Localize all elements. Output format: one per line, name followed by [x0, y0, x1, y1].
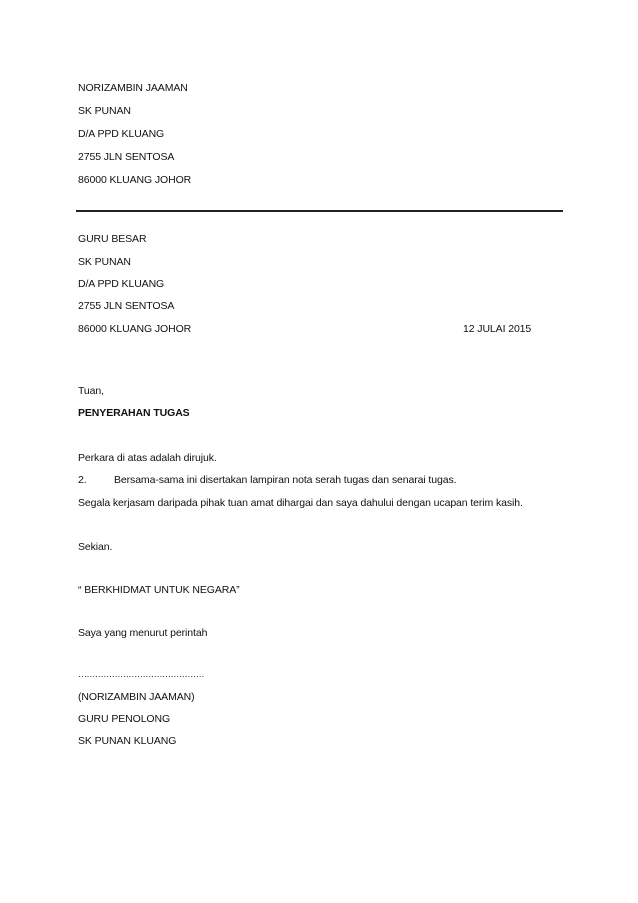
- motto-text: “ BERKHIDMAT UNTUK NEGARA”: [78, 584, 240, 596]
- closing-text: Sekian.: [78, 541, 113, 553]
- signatory-school: SK PUNAN KLUANG: [78, 735, 177, 747]
- signatory-position: GURU PENOLONG: [78, 713, 171, 725]
- sender-school: SK PUNAN: [78, 105, 131, 117]
- sender-care-of: D/A PPD KLUANG: [78, 128, 165, 140]
- signatory-name: (NORIZAMBIN JAAMAN): [78, 691, 195, 703]
- recipient-street: 2755 JLN SENTOSA: [78, 300, 175, 312]
- sign-off-text: Saya yang menurut perintah: [78, 627, 208, 639]
- body-paragraph-2: [78, 474, 456, 487]
- salutation: Tuan,: [78, 385, 104, 397]
- sender-street: 2755 JLN SENTOSA: [78, 151, 175, 163]
- recipient-city: 86000 KLUANG JOHOR: [78, 323, 192, 335]
- body-paragraph-1: Perkara di atas adalah dirujuk.: [78, 452, 217, 464]
- recipient-care-of: D/A PPD KLUANG: [78, 278, 165, 290]
- signature-line: ………………………………………: [78, 669, 205, 679]
- recipient-school: SK PUNAN: [78, 256, 131, 268]
- sender-name: NORIZAMBIN JAAMAN: [78, 82, 188, 94]
- paragraph-2-text: Bersama-sama ini disertakan lampiran nota serah tugas dan senarai tugas.: [114, 474, 457, 486]
- header-divider: [76, 210, 563, 212]
- letter-date: 12 JULAI 2015: [463, 323, 532, 335]
- body-paragraph-3: Segala kerjasam daripada pihak tuan amat dihargai dan saya dahului dengan ucapan terim kasih.: [78, 497, 523, 509]
- subject-heading: PENYERAHAN TUGAS: [78, 407, 190, 419]
- sender-city: 86000 KLUANG JOHOR: [78, 174, 192, 186]
- recipient-title: GURU BESAR: [78, 233, 147, 245]
- paragraph-number: 2.: [78, 474, 87, 486]
